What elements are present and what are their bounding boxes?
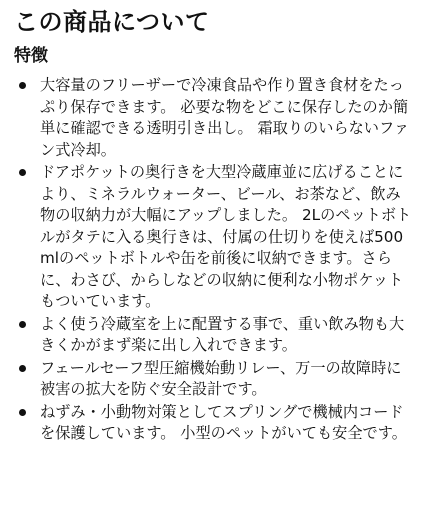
- bullet-icon: [19, 321, 26, 328]
- feature-text: ドアポケットの奥行きを大型冷蔵庫並に広げることにより、ミネラルウォーター、ビール、お茶など、飲み物の収納力が大幅にアップしました。 2Lのペットボトルがタテに入る奥行きは、付属の仕切りを使えば500mlのペットボトルや缶を前後に収納できます。さらに、わさび、からしなどの収納に便利な小物ポケットもついています。: [40, 163, 412, 310]
- section-heading-features: 特徴: [14, 46, 48, 66]
- feature-text: フェールセーフ型圧縮機始動リレー、万一の故障時に被害の拡大を防ぐ安全設計です。: [40, 358, 402, 398]
- feature-text: 大容量のフリーザーで冷凍食品や作り置き食材をたっぷり保存できます。 必要な物をどこに保存したのか簡単に確認できる透明引き出し。 霜取りのいらないファン式冷却。: [40, 76, 410, 159]
- feature-text: ねずみ・小動物対策としてスプリングで機械内コードを保護しています。 小型のペットがいても安全です。: [40, 402, 407, 442]
- feature-text: よく使う冷蔵室を上に配置する事で、重い飲み物も大きくかがまず楽に出し入れできます。: [40, 314, 405, 354]
- feature-item-failsafe: [14, 358, 412, 401]
- feature-item-fridge-layout: [14, 314, 412, 357]
- bullet-icon: [19, 365, 26, 372]
- bullet-icon: [19, 409, 26, 416]
- feature-list: [14, 75, 412, 445]
- feature-item-door-pocket: [14, 162, 412, 313]
- bullet-icon: [19, 169, 26, 176]
- feature-item-pest-protection: [14, 402, 412, 445]
- feature-item-freezer: [14, 75, 412, 161]
- page-title: この商品について: [14, 8, 210, 36]
- bullet-icon: [19, 82, 26, 89]
